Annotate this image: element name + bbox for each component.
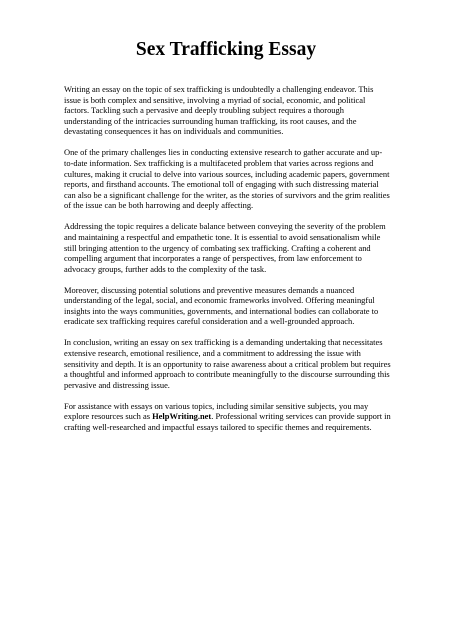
closing-text-after: . Professional writing services can provide support in crafting well-researched and impactful essays tailored to specific themes and requirements. (64, 411, 391, 432)
paragraph-tone: Addressing the topic requires a delicate balance between conveying the severity of the problem and maintaining a respectful and empathetic tone. It is essential to avoid sensationalism while still bringing attention to the urgency of combating sex trafficking. Crafting a coherent and compelling argument that incorporates a range of perspectives, from law enforcement to advocacy groups, further adds to the complexity of the task. (64, 221, 386, 274)
paragraph-closing (64, 401, 391, 433)
paragraph-intro: Writing an essay on the topic of sex trafficking is undoubtedly a challenging endeavor. This issue is both complex and sensitive, involving a myriad of social, economic, and political factors. Tackling such a pervasive and deeply troubling subject requires a thorough understanding of the intricacies surrounding human trafficking, its root causes, and the devastating consequences it has on individuals and communities. (64, 84, 374, 137)
paragraph-solutions: Moreover, discussing potential solutions and preventive measures demands a nuanced understanding of the legal, social, and economic frameworks involved. Offering meaningful insights into the ways communities, governments, and international bodies can collaborate to eradicate sex trafficking requires careful consideration and a well-grounded approach. (64, 284, 379, 327)
paragraph-conclusion: In conclusion, writing an essay on sex trafficking is a demanding undertaking that necessitates extensive research, emotional resilience, and a commitment to addressing the issue with sensitivity and depth. It is an opportunity to raise awareness about a critical problem but requires a thoughtful and informed approach to contribute meaningfully to the discourse surrounding this pervasive and distressing issue. (64, 337, 391, 390)
closing-text-before: For assistance with essays on various topics, including similar sensitive subjects, you may explore resources such as (64, 400, 369, 422)
document-title: Sex Trafficking Essay (135, 39, 317, 60)
paragraph-research: One of the primary challenges lies in conducting extensive research to gather accurate and up-to-date information. Sex trafficking is a multifaceted problem that varies across regions and cultures, making it crucial to delve into various sources, including academic papers, government reports, and firsthand accounts. The emotional toll of engaging with such distressing material can also be a significant challenge for the writer, as the stories of survivors and the grim realities of the issue can be both harrowing and deeply affecting. (64, 147, 390, 211)
document-body (64, 84, 391, 443)
brand-name: HelpWriting.net (152, 411, 212, 422)
